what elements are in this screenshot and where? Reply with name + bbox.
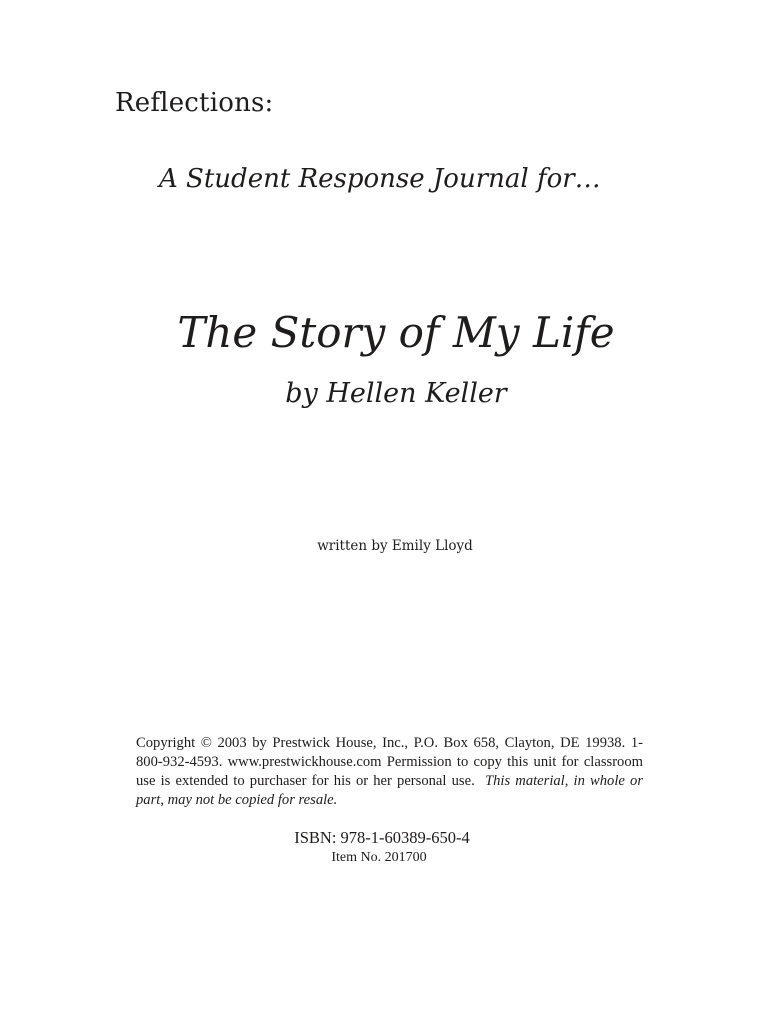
series-label: Reflections: (115, 88, 274, 118)
journal-subtitle: A Student Response Journal for… (159, 164, 601, 194)
book-author: by Hellen Keller (285, 378, 507, 409)
copyright-text: Copyright © 2003 by Prestwick House, Inc., P.O. Box 658, Clayton, DE 19938. 1-800-932-4593. www.prestwickhouse.com Permission to copy this unit for classroom use is extended to purchaser for his or her personal use. (136, 735, 643, 789)
item-number: Item No. 201700 (331, 850, 427, 865)
isbn: ISBN: 978-1-60389-650-4 (294, 828, 470, 847)
copyright-notice (136, 734, 643, 810)
book-title: The Story of My Life (177, 308, 615, 357)
journal-author: written by Emily Lloyd (317, 538, 473, 554)
resale-notice: This material, in whole or part, may not be copied for resale. (136, 773, 643, 808)
